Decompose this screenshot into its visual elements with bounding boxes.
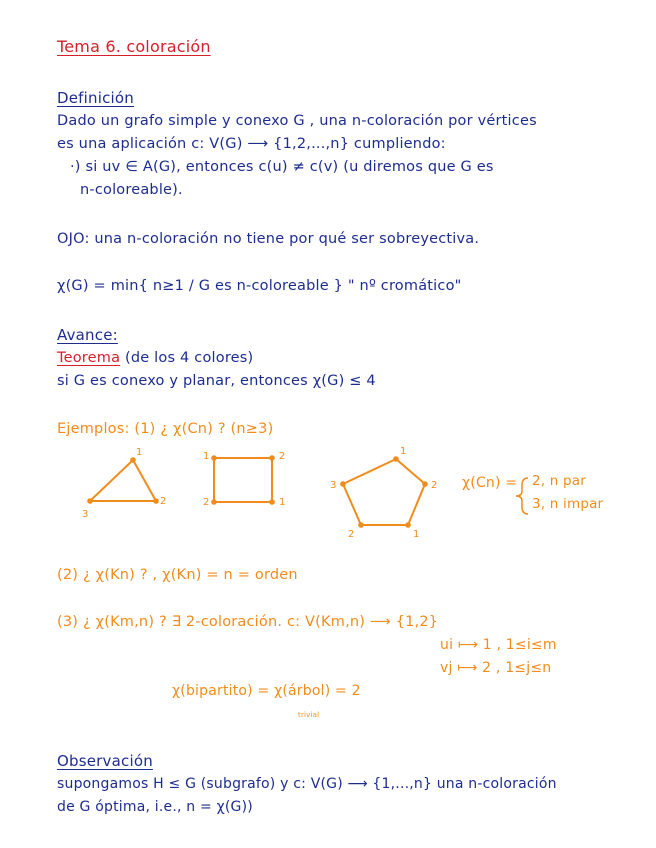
square-label: 1 [279,497,286,508]
square-vertex [211,499,217,505]
pentagon-vertex [405,522,411,528]
pentagon-graph [343,459,425,525]
triangle-vertex [87,498,93,504]
pentagon-label: 1 [413,529,420,540]
teorema-heading: Teorema [57,350,121,366]
cn-case-odd: 3, n impar [532,496,604,512]
definicion-line-4: n-coloreable). [80,182,183,198]
teorema-subtitle: (de los 4 colores) [124,350,254,366]
example-3-line-1: (3) ¿ χ(Km,n) ? ∃ 2-coloración. c: V(Km,n) ⟶ {1,2} [57,614,439,630]
square-graph [214,458,272,502]
triangle-vertex [130,457,136,463]
pentagon-vertex [422,481,428,487]
example-3-line-4: χ(bipartito) = χ(árbol) = 2 [172,683,361,699]
trivial-note: trivial [298,711,320,719]
cn-formula: χ(Cn) = [462,475,518,491]
pentagon-label: 2 [431,480,438,491]
cn-case-even: 2, n par [532,473,587,489]
square-label: 2 [279,451,286,462]
square-vertex [269,499,275,505]
definicion-line-1: Dado un grafo simple y conexo G , una n-coloración por vértices [57,113,537,129]
definicion-line-3: ·) si uv ∈ A(G), entonces c(u) ≠ c(v) (u diremos que G es [70,159,494,175]
observacion-heading: Observación [57,752,153,770]
teorema-line [57,349,253,367]
example-2: (2) ¿ χ(Kn) ? , χ(Kn) = n = orden [57,567,298,583]
pentagon-label: 1 [400,446,407,457]
definicion-heading: Definición [57,89,134,107]
pentagon-label: 3 [330,480,337,491]
pentagon-vertex [340,481,346,487]
avance-heading: Avance: [57,326,118,344]
definicion-line-2: es una aplicación c: V(G) ⟶ {1,2,...,n} cumpliendo: [57,136,446,152]
pentagon-vertex [393,456,399,462]
chromatic-number-definition: χ(G) = min{ n≥1 / G es n-coloreable } " nº cromático" [57,278,462,294]
triangle-label: 1 [136,447,143,458]
observacion-line-1: supongamos H ≤ G (subgrafo) y c: V(G) ⟶ {1,...,n} una n-coloración [57,776,557,792]
square-vertex [269,455,275,461]
ejemplos-heading: Ejemplos: (1) ¿ χ(Cn) ? (n≥3) [57,421,274,437]
cn-brace [516,478,528,514]
square-label: 2 [203,497,210,508]
page-title: Tema 6. coloración [57,37,211,56]
square-label: 1 [203,451,210,462]
triangle-vertex [153,498,159,504]
ojo-note: OJO: una n-coloración no tiene por qué ser sobreyectiva. [57,231,480,247]
square-vertex [211,455,217,461]
example-3-line-3: vj ⟼ 2 , 1≤j≤n [440,660,552,676]
observacion-line-2: de G óptima, i.e., n = χ(G)) [57,799,253,815]
pentagon-label: 2 [348,529,355,540]
triangle-graph [90,460,156,501]
pentagon-vertex [358,522,364,528]
triangle-label: 3 [82,509,89,520]
teorema-text: si G es conexo y planar, entonces χ(G) ≤ 4 [57,373,376,389]
triangle-label: 2 [160,496,167,507]
example-3-line-2: ui ⟼ 1 , 1≤i≤m [440,637,557,653]
